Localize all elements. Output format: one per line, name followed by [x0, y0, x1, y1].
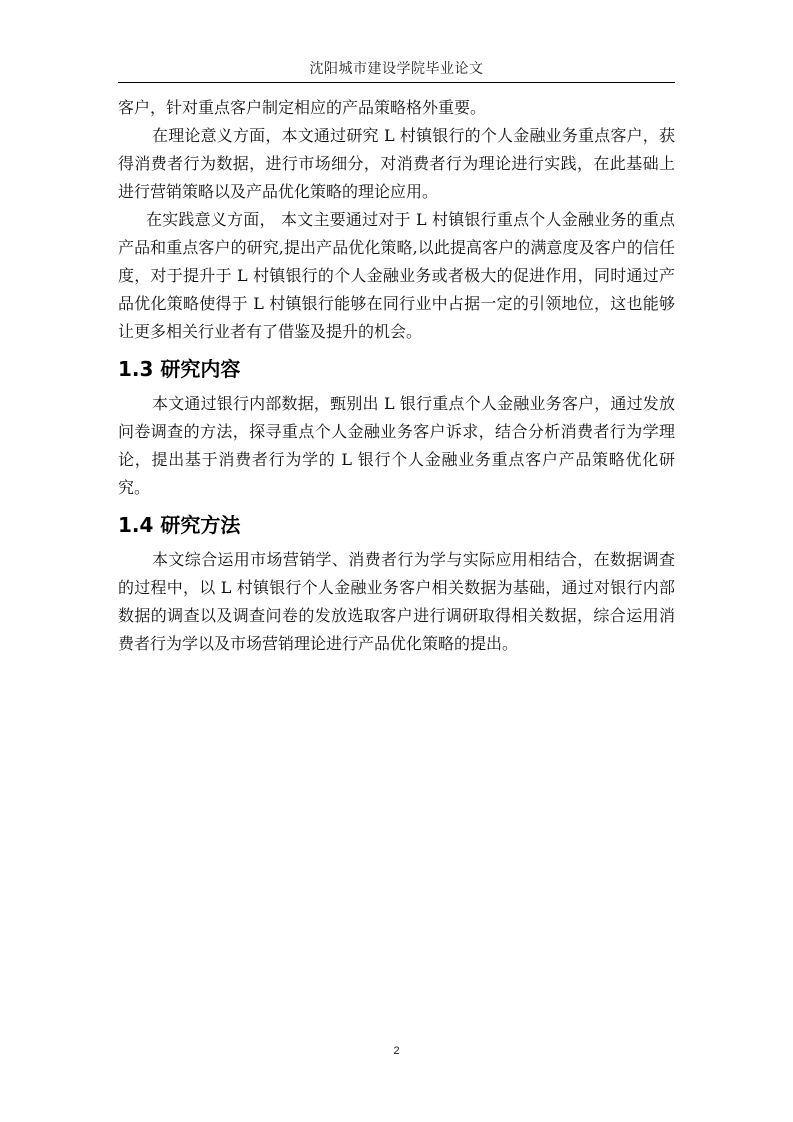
paragraph-practice-significance: 在实践意义方面， 本文主要通过对于 L 村镇银行重点个人金融业务的重点产品和重点客户的研究,提出产品优化策略,以此提高客户的满意度及客户的信任度，对于提升于 L 村镇银行的个人金融业务或者极大的促进作用，同时通过产品优化策略使得于 L 村镇银行能够在同行业中占据一定的引领地位，这也能够让更多相关行业者有了借鉴及提升的机会。 — [118, 210, 675, 341]
section-heading-research-method: 1.4 研究方法 — [118, 513, 241, 537]
paragraph-continued: 客户，针对重点客户制定相应的产品策略格外重要。 — [118, 98, 487, 117]
paragraph-theory-significance: 在理论意义方面，本文通过研究 L 村镇银行的个人金融业务重点客户，获得消费者行为数据，进行市场细分，对消费者行为理论进行实践，在此基础上进行营销策略以及产品优化策略的理论应用。 — [118, 126, 675, 201]
header-rule — [118, 82, 675, 83]
paragraph-research-method: 本文综合运用市场营销学、消费者行为学与实际应用相结合，在数据调查的过程中，以 L 村镇银行个人金融业务客户相关数据为基础，通过对银行内部数据的调查以及调查问卷的发放选取客户进行调研取得相关数据，综合运用消费者行为学以及市场营销理论进行产品优化策略的提出。 — [118, 550, 675, 653]
section-heading-research-content: 1.3 研究内容 — [118, 357, 241, 381]
page-number: 2 — [393, 1045, 400, 1057]
main-content — [118, 94, 675, 658]
paragraph-research-content: 本文通过银行内部数据，甄别出 L 银行重点个人金融业务客户，通过发放问卷调查的方法，探寻重点个人金融业务客户诉求，结合分析消费者行为学理论，提出基于消费者行为学的 L 银行个人金融业务重点客户产品策略优化研究。 — [118, 394, 675, 497]
page-header-title: 沈阳城市建设学院毕业论文 — [309, 61, 484, 77]
